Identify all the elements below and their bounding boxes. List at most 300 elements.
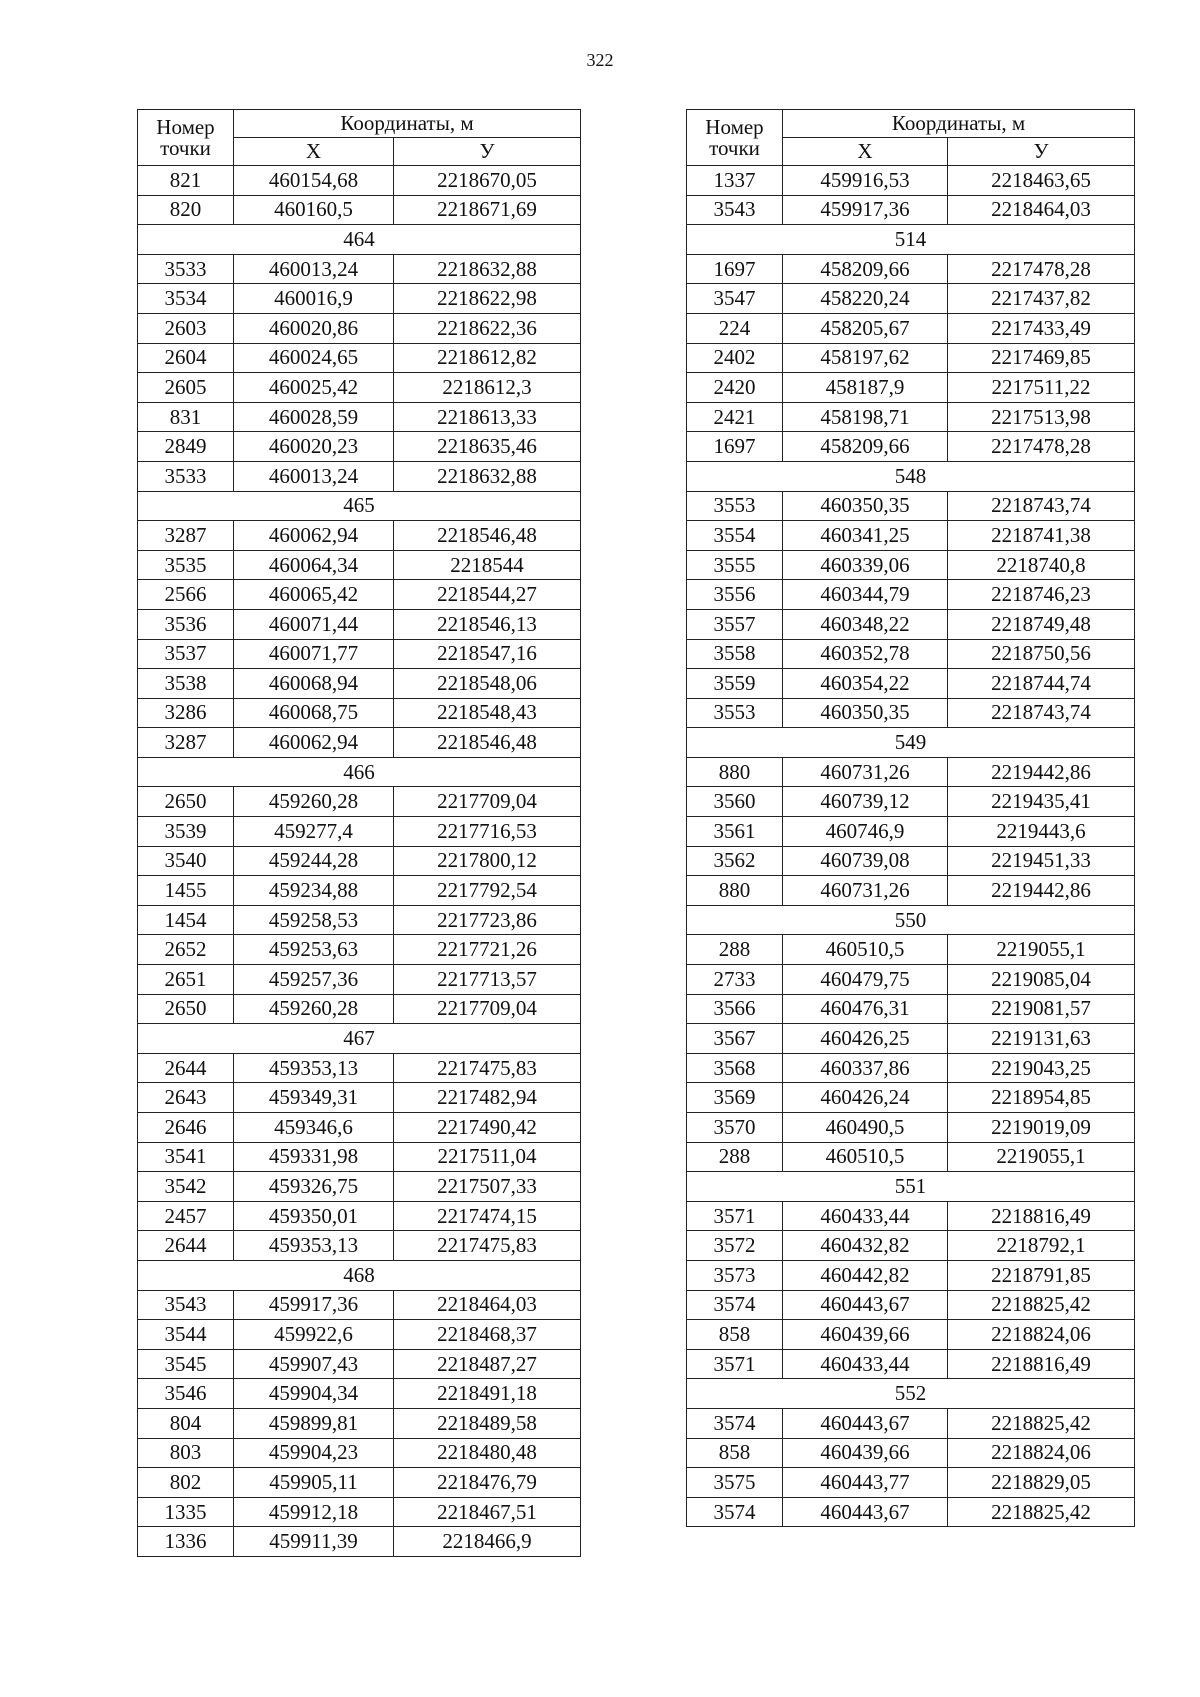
point-number-cell: 2603 xyxy=(138,313,234,343)
y-coordinate-cell: 2217482,94 xyxy=(394,1083,581,1113)
table-row xyxy=(138,1142,581,1172)
x-coordinate-cell: 459331,98 xyxy=(234,1142,394,1172)
y-coordinate-cell: 2219055,1 xyxy=(948,1142,1135,1172)
point-number-cell: 3567 xyxy=(687,1024,783,1054)
y-coordinate-cell: 2218824,06 xyxy=(948,1438,1135,1468)
table-row xyxy=(687,639,1135,669)
x-coordinate-cell: 460348,22 xyxy=(783,609,948,639)
x-coordinate-cell: 459912,18 xyxy=(234,1497,394,1527)
section-number: 467 xyxy=(138,1024,581,1054)
x-coordinate-cell: 459904,34 xyxy=(234,1379,394,1409)
x-coordinate-cell: 459350,01 xyxy=(234,1201,394,1231)
x-coordinate-cell: 460337,86 xyxy=(783,1053,948,1083)
x-coordinate-cell: 460071,77 xyxy=(234,639,394,669)
table-row xyxy=(138,254,581,284)
point-number-cell: 1697 xyxy=(687,432,783,462)
point-number-cell: 3560 xyxy=(687,787,783,817)
point-number-cell: 3571 xyxy=(687,1201,783,1231)
y-coordinate-cell: 2218816,49 xyxy=(948,1349,1135,1379)
table-row xyxy=(138,1438,581,1468)
table-row xyxy=(138,609,581,639)
y-coordinate-cell: 2218825,42 xyxy=(948,1290,1135,1320)
point-number-cell: 3542 xyxy=(138,1172,234,1202)
x-coordinate-cell: 459907,43 xyxy=(234,1349,394,1379)
section-number: 551 xyxy=(687,1172,1135,1202)
table-row xyxy=(138,639,581,669)
point-number-cell: 3544 xyxy=(138,1320,234,1350)
table-row xyxy=(138,965,581,995)
y-coordinate-cell: 2218489,58 xyxy=(394,1408,581,1438)
x-coordinate-cell: 460341,25 xyxy=(783,521,948,551)
point-number-cell: 288 xyxy=(687,935,783,965)
point-number-cell: 3570 xyxy=(687,1113,783,1143)
table-row xyxy=(138,521,581,551)
table-row xyxy=(138,905,581,935)
x-coordinate-cell: 459905,11 xyxy=(234,1468,394,1498)
table-row xyxy=(138,1113,581,1143)
table-row xyxy=(687,1320,1135,1350)
x-coordinate-cell: 460731,26 xyxy=(783,876,948,906)
y-coordinate-cell: 2217713,57 xyxy=(394,965,581,995)
x-coordinate-cell: 459904,23 xyxy=(234,1438,394,1468)
table-header xyxy=(138,110,581,166)
x-coordinate-cell: 460746,9 xyxy=(783,817,948,847)
point-number-cell: 3287 xyxy=(138,521,234,551)
table-row xyxy=(138,698,581,728)
x-coordinate-cell: 460739,12 xyxy=(783,787,948,817)
table-row xyxy=(687,1260,1135,1290)
x-coordinate-cell: 458205,67 xyxy=(783,313,948,343)
x-coordinate-cell: 459326,75 xyxy=(234,1172,394,1202)
y-column-header: У xyxy=(948,138,1135,166)
section-row xyxy=(687,728,1135,758)
y-coordinate-cell: 2218741,38 xyxy=(948,521,1135,551)
table-row xyxy=(138,1201,581,1231)
y-coordinate-cell: 2218468,37 xyxy=(394,1320,581,1350)
table-body xyxy=(138,166,581,1557)
point-number-cell: 3568 xyxy=(687,1053,783,1083)
x-coordinate-cell: 460028,59 xyxy=(234,402,394,432)
y-coordinate-cell: 2217709,04 xyxy=(394,787,581,817)
x-coordinate-cell: 460020,86 xyxy=(234,313,394,343)
y-coordinate-cell: 2218476,79 xyxy=(394,1468,581,1498)
y-coordinate-cell: 2218612,3 xyxy=(394,373,581,403)
section-number: 465 xyxy=(138,491,581,521)
point-number-cell: 3533 xyxy=(138,461,234,491)
section-row xyxy=(687,1172,1135,1202)
coordinates-table-left xyxy=(137,109,581,1557)
y-coordinate-cell: 2217721,26 xyxy=(394,935,581,965)
table-row xyxy=(687,817,1135,847)
point-number-cell: 3569 xyxy=(687,1083,783,1113)
point-number-cell: 1697 xyxy=(687,254,783,284)
x-coordinate-cell: 458209,66 xyxy=(783,254,948,284)
x-coordinate-cell: 460160,5 xyxy=(234,195,394,225)
table-row xyxy=(687,876,1135,906)
x-coordinate-cell: 459353,13 xyxy=(234,1231,394,1261)
table-row xyxy=(687,550,1135,580)
table-row xyxy=(138,1408,581,1438)
x-coordinate-cell: 460062,94 xyxy=(234,521,394,551)
y-coordinate-cell: 2218743,74 xyxy=(948,698,1135,728)
y-coordinate-cell: 2217723,86 xyxy=(394,905,581,935)
point-number-cell: 3573 xyxy=(687,1260,783,1290)
x-coordinate-cell: 459353,13 xyxy=(234,1053,394,1083)
section-number: 514 xyxy=(687,225,1135,255)
table-row xyxy=(138,580,581,610)
point-number-cell: 2733 xyxy=(687,965,783,995)
table-row xyxy=(687,935,1135,965)
table-row xyxy=(687,1083,1135,1113)
point-number-cell: 2604 xyxy=(138,343,234,373)
section-row xyxy=(138,225,581,255)
y-coordinate-cell: 2218825,42 xyxy=(948,1497,1135,1527)
table-row xyxy=(687,432,1135,462)
table-row xyxy=(687,1290,1135,1320)
point-number-cell: 3575 xyxy=(687,1468,783,1498)
point-number-cell: 3571 xyxy=(687,1349,783,1379)
y-coordinate-cell: 2219081,57 xyxy=(948,994,1135,1024)
y-coordinate-cell: 2217474,15 xyxy=(394,1201,581,1231)
point-number-cell: 3554 xyxy=(687,521,783,551)
point-number-cell: 2651 xyxy=(138,965,234,995)
y-coordinate-cell: 2218743,74 xyxy=(948,491,1135,521)
x-coordinate-cell: 459916,53 xyxy=(783,166,948,196)
point-number-cell: 2643 xyxy=(138,1083,234,1113)
table-row xyxy=(687,609,1135,639)
x-coordinate-cell: 460439,66 xyxy=(783,1320,948,1350)
table-row xyxy=(687,254,1135,284)
table-row xyxy=(687,195,1135,225)
y-coordinate-cell: 2217469,85 xyxy=(948,343,1135,373)
y-coordinate-cell: 2217490,42 xyxy=(394,1113,581,1143)
section-row xyxy=(687,905,1135,935)
table-row xyxy=(687,994,1135,1024)
x-coordinate-cell: 460439,66 xyxy=(783,1438,948,1468)
table-row xyxy=(687,1142,1135,1172)
page-number: 322 xyxy=(586,50,614,70)
x-coordinate-cell: 460071,44 xyxy=(234,609,394,639)
y-coordinate-cell: 2218749,48 xyxy=(948,609,1135,639)
y-coordinate-cell: 2218544 xyxy=(394,550,581,580)
point-number-cell: 2457 xyxy=(138,1201,234,1231)
point-number-cell: 2652 xyxy=(138,935,234,965)
point-number-cell: 2420 xyxy=(687,373,783,403)
point-number-cell: 821 xyxy=(138,166,234,196)
table-row xyxy=(687,1024,1135,1054)
point-number-cell: 3546 xyxy=(138,1379,234,1409)
y-coordinate-cell: 2218791,85 xyxy=(948,1260,1135,1290)
point-number-cell: 2646 xyxy=(138,1113,234,1143)
table-row xyxy=(138,728,581,758)
point-number-cell: 3543 xyxy=(138,1290,234,1320)
table-row xyxy=(687,491,1135,521)
point-number-cell: 3562 xyxy=(687,846,783,876)
x-coordinate-cell: 459258,53 xyxy=(234,905,394,935)
y-coordinate-cell: 2217433,49 xyxy=(948,313,1135,343)
point-number-cell: 3553 xyxy=(687,491,783,521)
x-coordinate-cell: 460062,94 xyxy=(234,728,394,758)
y-coordinate-cell: 2218463,65 xyxy=(948,166,1135,196)
point-number-cell: 3555 xyxy=(687,550,783,580)
table-row xyxy=(687,1349,1135,1379)
y-coordinate-cell: 2217478,28 xyxy=(948,432,1135,462)
coordinates-header: Координаты, м xyxy=(783,110,1135,138)
table-row xyxy=(138,876,581,906)
table-row xyxy=(138,935,581,965)
y-coordinate-cell: 2218466,9 xyxy=(394,1527,581,1557)
y-coordinate-cell: 2217513,98 xyxy=(948,402,1135,432)
table-row xyxy=(138,787,581,817)
table-row xyxy=(138,1290,581,1320)
x-coordinate-cell: 460065,42 xyxy=(234,580,394,610)
table-row xyxy=(687,373,1135,403)
table-row xyxy=(138,195,581,225)
x-coordinate-cell: 459277,4 xyxy=(234,817,394,847)
x-coordinate-cell: 459346,6 xyxy=(234,1113,394,1143)
x-coordinate-cell: 460426,25 xyxy=(783,1024,948,1054)
y-coordinate-cell: 2217475,83 xyxy=(394,1053,581,1083)
x-coordinate-cell: 459260,28 xyxy=(234,787,394,817)
x-coordinate-cell: 460510,5 xyxy=(783,1142,948,1172)
y-coordinate-cell: 2218480,48 xyxy=(394,1438,581,1468)
table-row xyxy=(138,1053,581,1083)
table-row xyxy=(138,1497,581,1527)
y-coordinate-cell: 2218746,23 xyxy=(948,580,1135,610)
table-row xyxy=(687,166,1135,196)
x-coordinate-cell: 459260,28 xyxy=(234,994,394,1024)
x-coordinate-cell: 458197,62 xyxy=(783,343,948,373)
x-coordinate-cell: 459234,88 xyxy=(234,876,394,906)
table-row xyxy=(687,965,1135,995)
x-coordinate-cell: 458209,66 xyxy=(783,432,948,462)
point-number-cell: 802 xyxy=(138,1468,234,1498)
section-row xyxy=(687,1379,1135,1409)
point-number-cell: 288 xyxy=(687,1142,783,1172)
table-row xyxy=(138,1379,581,1409)
point-number-header xyxy=(687,110,783,166)
table-row xyxy=(138,284,581,314)
table-row xyxy=(687,521,1135,551)
section-row xyxy=(138,1260,581,1290)
point-number-cell: 2605 xyxy=(138,373,234,403)
y-coordinate-cell: 2219085,04 xyxy=(948,965,1135,995)
table-row xyxy=(138,402,581,432)
x-coordinate-cell: 460510,5 xyxy=(783,935,948,965)
y-coordinate-cell: 2218491,18 xyxy=(394,1379,581,1409)
point-number-header xyxy=(138,110,234,166)
point-number-cell: 3553 xyxy=(687,698,783,728)
y-coordinate-cell: 2218548,06 xyxy=(394,669,581,699)
y-coordinate-cell: 2219442,86 xyxy=(948,757,1135,787)
table-row xyxy=(687,1201,1135,1231)
section-row xyxy=(687,225,1135,255)
table-row xyxy=(138,461,581,491)
table-row xyxy=(138,1527,581,1557)
x-coordinate-cell: 459917,36 xyxy=(234,1290,394,1320)
x-coordinate-cell: 460068,94 xyxy=(234,669,394,699)
x-coordinate-cell: 460350,35 xyxy=(783,698,948,728)
y-coordinate-cell: 2218635,46 xyxy=(394,432,581,462)
x-coordinate-cell: 460433,44 xyxy=(783,1349,948,1379)
x-coordinate-cell: 458220,24 xyxy=(783,284,948,314)
point-number-cell: 3557 xyxy=(687,609,783,639)
y-coordinate-cell: 2218750,56 xyxy=(948,639,1135,669)
point-number-cell: 3286 xyxy=(138,698,234,728)
x-coordinate-cell: 460433,44 xyxy=(783,1201,948,1231)
y-coordinate-cell: 2218825,42 xyxy=(948,1408,1135,1438)
section-row xyxy=(138,1024,581,1054)
x-coordinate-cell: 460064,34 xyxy=(234,550,394,580)
x-coordinate-cell: 460426,24 xyxy=(783,1083,948,1113)
y-coordinate-cell: 2218544,27 xyxy=(394,580,581,610)
x-coordinate-cell: 459917,36 xyxy=(783,195,948,225)
y-coordinate-cell: 2218744,74 xyxy=(948,669,1135,699)
table-row xyxy=(138,1349,581,1379)
table-row xyxy=(687,787,1135,817)
y-coordinate-cell: 2217709,04 xyxy=(394,994,581,1024)
y-coordinate-cell: 2218671,69 xyxy=(394,195,581,225)
point-number-cell: 3538 xyxy=(138,669,234,699)
x-coordinate-cell: 460154,68 xyxy=(234,166,394,196)
y-coordinate-cell: 2218816,49 xyxy=(948,1201,1135,1231)
y-coordinate-cell: 2217478,28 xyxy=(948,254,1135,284)
point-number-cell: 3547 xyxy=(687,284,783,314)
point-number-cell: 880 xyxy=(687,757,783,787)
table-row xyxy=(138,1083,581,1113)
point-header-line1: Номер xyxy=(705,114,764,139)
table-row xyxy=(687,1468,1135,1498)
point-number-cell: 3574 xyxy=(687,1497,783,1527)
section-row xyxy=(687,461,1135,491)
point-number-cell: 2421 xyxy=(687,402,783,432)
x-coordinate-cell: 460016,9 xyxy=(234,284,394,314)
x-coordinate-cell: 460354,22 xyxy=(783,669,948,699)
point-number-cell: 1454 xyxy=(138,905,234,935)
point-header-line1: Номер xyxy=(156,114,215,139)
y-coordinate-cell: 2218613,33 xyxy=(394,402,581,432)
x-coordinate-cell: 460479,75 xyxy=(783,965,948,995)
point-number-cell: 804 xyxy=(138,1408,234,1438)
x-coordinate-cell: 460490,5 xyxy=(783,1113,948,1143)
x-coordinate-cell: 460731,26 xyxy=(783,757,948,787)
x-coordinate-cell: 460443,67 xyxy=(783,1408,948,1438)
section-row xyxy=(138,491,581,521)
y-coordinate-cell: 2218546,48 xyxy=(394,521,581,551)
table-row xyxy=(138,550,581,580)
x-column-header: Х xyxy=(234,138,394,166)
point-number-cell: 2402 xyxy=(687,343,783,373)
table-row xyxy=(138,343,581,373)
point-number-cell: 1335 xyxy=(138,1497,234,1527)
y-coordinate-cell: 2218632,88 xyxy=(394,254,581,284)
table-row xyxy=(687,669,1135,699)
y-coordinate-cell: 2219451,33 xyxy=(948,846,1135,876)
point-number-cell: 2650 xyxy=(138,994,234,1024)
point-number-cell: 3534 xyxy=(138,284,234,314)
x-coordinate-cell: 460476,31 xyxy=(783,994,948,1024)
point-number-cell: 3558 xyxy=(687,639,783,669)
x-coordinate-cell: 458198,71 xyxy=(783,402,948,432)
point-number-cell: 3572 xyxy=(687,1231,783,1261)
table-row xyxy=(687,402,1135,432)
point-number-cell: 3535 xyxy=(138,550,234,580)
y-coordinate-cell: 2218632,88 xyxy=(394,461,581,491)
point-header-line2: точки xyxy=(160,135,211,160)
x-coordinate-cell: 460344,79 xyxy=(783,580,948,610)
point-number-cell: 2644 xyxy=(138,1231,234,1261)
table-row xyxy=(138,817,581,847)
x-coordinate-cell: 459911,39 xyxy=(234,1527,394,1557)
y-coordinate-cell: 2217716,53 xyxy=(394,817,581,847)
table-row xyxy=(687,1053,1135,1083)
point-number-cell: 2566 xyxy=(138,580,234,610)
y-coordinate-cell: 2218622,98 xyxy=(394,284,581,314)
table-row xyxy=(687,1231,1135,1261)
point-number-cell: 880 xyxy=(687,876,783,906)
y-coordinate-cell: 2218546,48 xyxy=(394,728,581,758)
x-column-header: Х xyxy=(783,138,948,166)
coordinates-table-right xyxy=(686,109,1135,1527)
x-coordinate-cell: 459257,36 xyxy=(234,965,394,995)
point-number-cell: 3536 xyxy=(138,609,234,639)
table-row xyxy=(138,1231,581,1261)
x-coordinate-cell: 460024,65 xyxy=(234,343,394,373)
y-coordinate-cell: 2218670,05 xyxy=(394,166,581,196)
y-coordinate-cell: 2218546,13 xyxy=(394,609,581,639)
y-coordinate-cell: 2218464,03 xyxy=(948,195,1135,225)
point-number-cell: 224 xyxy=(687,313,783,343)
section-number: 549 xyxy=(687,728,1135,758)
y-coordinate-cell: 2218612,82 xyxy=(394,343,581,373)
table-row xyxy=(138,846,581,876)
y-coordinate-cell: 2218622,36 xyxy=(394,313,581,343)
y-coordinate-cell: 2217792,54 xyxy=(394,876,581,906)
x-coordinate-cell: 460025,42 xyxy=(234,373,394,403)
point-number-cell: 831 xyxy=(138,402,234,432)
x-coordinate-cell: 460352,78 xyxy=(783,639,948,669)
table-row xyxy=(138,373,581,403)
y-coordinate-cell: 2219442,86 xyxy=(948,876,1135,906)
y-coordinate-cell: 2217800,12 xyxy=(394,846,581,876)
point-number-cell: 858 xyxy=(687,1320,783,1350)
x-coordinate-cell: 460013,24 xyxy=(234,461,394,491)
section-number: 464 xyxy=(138,225,581,255)
table-row xyxy=(138,669,581,699)
x-coordinate-cell: 460068,75 xyxy=(234,698,394,728)
x-coordinate-cell: 459922,6 xyxy=(234,1320,394,1350)
section-number: 548 xyxy=(687,461,1135,491)
table-row xyxy=(138,1172,581,1202)
y-coordinate-cell: 2217507,33 xyxy=(394,1172,581,1202)
y-coordinate-cell: 2219043,25 xyxy=(948,1053,1135,1083)
section-number: 468 xyxy=(138,1260,581,1290)
point-number-cell: 2650 xyxy=(138,787,234,817)
point-number-cell: 803 xyxy=(138,1438,234,1468)
y-coordinate-cell: 2219055,1 xyxy=(948,935,1135,965)
table-row xyxy=(687,1497,1135,1527)
point-number-cell: 3574 xyxy=(687,1290,783,1320)
point-number-cell: 3537 xyxy=(138,639,234,669)
y-coordinate-cell: 2219443,6 xyxy=(948,817,1135,847)
point-number-cell: 1337 xyxy=(687,166,783,196)
y-coordinate-cell: 2218792,1 xyxy=(948,1231,1135,1261)
section-number: 552 xyxy=(687,1379,1135,1409)
point-number-cell: 3540 xyxy=(138,846,234,876)
table-row xyxy=(687,284,1135,314)
x-coordinate-cell: 460443,67 xyxy=(783,1290,948,1320)
table-row xyxy=(687,313,1135,343)
